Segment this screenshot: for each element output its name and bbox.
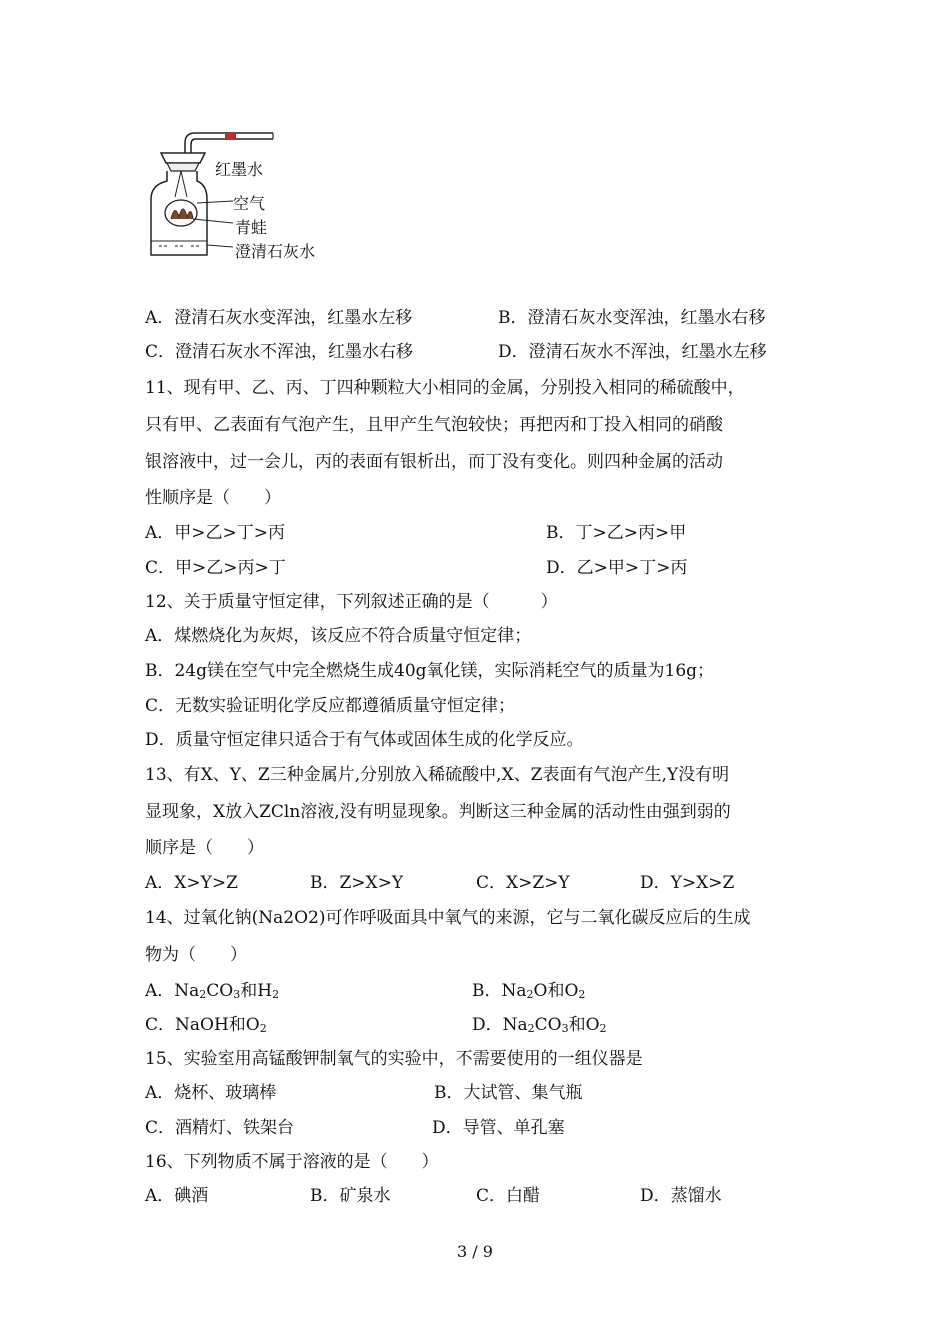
q14-d-sub-2: 3 <box>561 1022 569 1035</box>
q14-d-text-2: CO <box>534 1015 562 1035</box>
q13-option-a: A．X>Y>Z <box>145 873 238 893</box>
q13-option-c: C．X>Z>Y <box>476 873 570 893</box>
q12-option-b: B．24g镁在空气中完全燃烧生成40g氧化镁，实际消耗空气的质量为16g； <box>145 661 715 681</box>
label-limewater: 澄清石灰水 <box>235 242 316 261</box>
q16-option-d: D．蒸馏水 <box>640 1186 722 1206</box>
q11-option-b: B．丁>乙>丙>甲 <box>546 523 687 543</box>
label-frog: 青蛙 <box>235 218 268 237</box>
q14-a-sub-2: 3 <box>233 988 241 1001</box>
q12-option-d: D．质量守恒定律只适合于有气体或固体生成的化学反应。 <box>145 730 584 750</box>
q14-option-b <box>472 979 585 1003</box>
q15-option-a: A．烧杯、玻璃棒 <box>145 1083 277 1103</box>
q14-a-text-2: CO <box>206 981 234 1001</box>
q11-option-d: D．乙>甲>丁>丙 <box>546 558 688 578</box>
q11-option-c: C．甲>乙>丙>丁 <box>145 558 286 578</box>
q14-b-sub-2: 2 <box>578 988 586 1001</box>
q11-stem-line-3: 银溶液中，过一会儿，丙的表面有银析出，而丁没有变化。则四种金属的活动 <box>145 452 723 472</box>
q15-option-b: B．大试管、集气瓶 <box>434 1083 583 1103</box>
q10-option-b: B．澄清石灰水变浑浊，红墨水右移 <box>498 308 766 328</box>
q12-option-c: C．无数实验证明化学反应都遵循质量守恒定律； <box>145 696 516 716</box>
q14-d-text-1: D．Na <box>472 1015 528 1035</box>
label-air: 空气 <box>233 194 266 213</box>
q15-stem: 15、实验室用高锰酸钾制氧气的实验中，不需要使用的一组仪器是 <box>145 1049 643 1069</box>
q16-option-b: B．矿泉水 <box>310 1186 391 1206</box>
q14-stem-line-1: 14、过氧化钠(Na2O2)可作呼吸面具中氧气的来源，它与二氧化碳反应后的生成 <box>145 908 751 928</box>
q14-a-text-3: 和H <box>240 981 273 1001</box>
q13-stem-line-2: 显现象，X放入ZCln溶液,没有明显现象。判断这三种金属的活动性由强到弱的 <box>145 802 731 822</box>
q13-stem-line-3: 顺序是（ ） <box>145 838 264 858</box>
q10-option-d: D．澄清石灰水不浑浊，红墨水左移 <box>498 342 767 362</box>
label-red-ink: 红墨水 <box>215 160 264 179</box>
q13-option-d: D．Y>X>Z <box>640 873 735 893</box>
q14-option-c <box>145 1013 267 1037</box>
q13-option-b: B．Z>X>Y <box>310 873 404 893</box>
q11-option-a: A．甲>乙>丁>丙 <box>145 523 286 543</box>
q14-d-sub-3: 2 <box>599 1022 607 1035</box>
q15-option-c: C．酒精灯、铁架台 <box>145 1118 295 1138</box>
q14-b-text-1: B．Na <box>472 981 527 1001</box>
q16-stem: 16、下列物质不属于溶液的是（ ） <box>145 1152 439 1172</box>
q16-option-a: A．碘酒 <box>145 1186 209 1206</box>
q10-option-c: C．澄清石灰水不浑浊，红墨水右移 <box>145 342 414 362</box>
experiment-figure <box>145 125 345 265</box>
q14-stem-line-2: 物为（ ） <box>145 945 247 965</box>
q14-a-text-1: A．Na <box>145 981 200 1001</box>
q15-option-d: D．导管、单孔塞 <box>432 1118 565 1138</box>
q10-option-a: A．澄清石灰水变浑浊，红墨水左移 <box>145 308 413 328</box>
page-number: 3 / 9 <box>457 1242 493 1261</box>
q14-b-text-2: O和O <box>533 981 579 1001</box>
q11-stem-line-2: 只有甲、乙表面有气泡产生，且甲产生气泡较快；再把丙和丁投入相同的硝酸 <box>145 415 723 435</box>
red-ink-drop <box>225 133 236 139</box>
q14-b-sub-1: 2 <box>526 988 534 1001</box>
q14-a-sub-3: 2 <box>272 988 280 1001</box>
q12-stem: 12、关于质量守恒定律，下列叙述正确的是（ ） <box>145 592 558 612</box>
q13-stem-line-1: 13、有X、Y、Z三种金属片,分别放入稀硫酸中,X、Z表面有气泡产生,Y没有明 <box>145 765 730 785</box>
q14-d-sub-1: 2 <box>527 1022 535 1035</box>
q11-stem-line-4: 性顺序是（ ） <box>145 488 281 508</box>
q14-a-sub-1: 2 <box>199 988 207 1001</box>
q12-option-a: A．煤燃烧化为灰烬，该反应不符合质量守恒定律； <box>145 626 532 646</box>
q16-option-c: C．白醋 <box>476 1186 541 1206</box>
q14-c-text-1: C．NaOH和O <box>145 1015 260 1035</box>
q14-d-text-3: 和O <box>568 1015 600 1035</box>
q11-stem-line-1: 11、现有甲、乙、丙、丁四种颗粒大小相同的金属，分别投入相同的稀硫酸中， <box>145 378 745 398</box>
q14-option-a <box>145 979 279 1003</box>
q14-c-sub-1: 2 <box>259 1022 267 1035</box>
q14-option-d <box>472 1013 607 1037</box>
